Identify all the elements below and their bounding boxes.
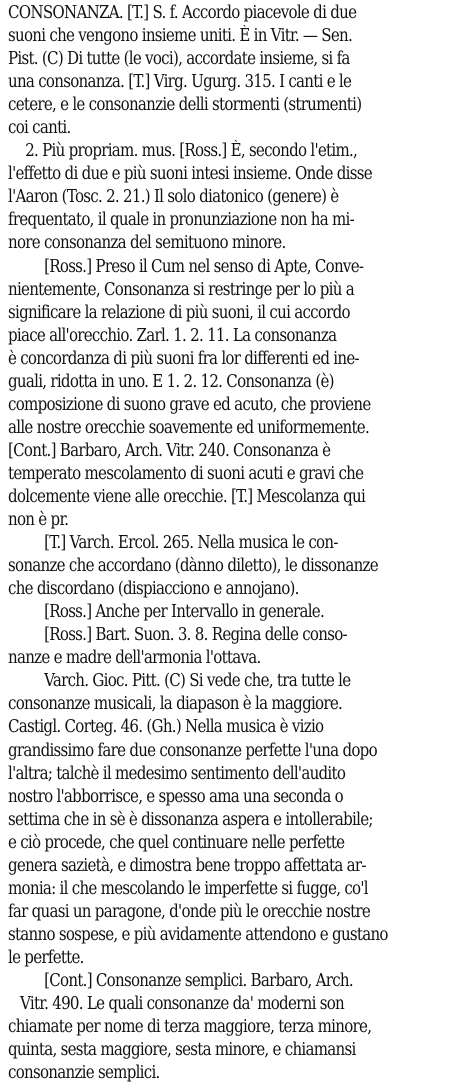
text-line: significare la relazione di più suoni, il cui accordo — [8, 302, 350, 323]
text-line: piace all'orecchio. Zarl. 1. 2. 11. La consonanza — [8, 325, 337, 346]
paragraph-start-line: [T.] Varch. Ercol. 265. Nella musica le con- — [44, 533, 338, 554]
text-line: quinta, sesta maggiore, sesta minore, e chiamansi — [8, 1040, 356, 1061]
text-line: temperato mescolamento di suoni acuti e gravi che — [8, 463, 364, 484]
entry-headword-line: CONSONANZA. [T.] S. f. Accordo piacevole di due — [8, 3, 357, 23]
text-line: alle nostre orecchie soavemente ed uniformemente. — [8, 417, 370, 438]
text-line: nore consonanza del semituono minore. — [8, 233, 286, 254]
text-line: le perfette. — [8, 947, 84, 968]
paragraph-start-line: [Ross.] Bart. Suon. 3. 8. Regina delle conso- — [44, 625, 347, 646]
paragraph-start-line: Varch. Gioc. Pitt. (C) Si vede che, tra tutte le — [44, 671, 351, 692]
text-line: Castigl. Corteg. 46. (Gh.) Nella musica è vizio — [8, 717, 324, 738]
paragraph-start-line: [Ross.] Preso il Cum nel senso di Apte, Conve- — [44, 256, 364, 277]
text-line: che discordano (dispiacciono e annojano). — [8, 579, 299, 600]
text-line: Pist. (C) Di tutte (le voci), accordate insieme, si fa — [8, 49, 350, 70]
text-line: settima che in sè è dissonanza aspera e intollerabile; — [8, 809, 373, 830]
sense-2-line: 2. Più propriam. mus. [Ross.] È, secondo l'etim., — [25, 141, 358, 162]
text-line: consonanze musicali, la diapason è la maggiore. — [8, 694, 343, 715]
text-line: nientemente, Consonanza si restringe per lo più a — [8, 279, 355, 300]
text-line: cetere, e le consonanzie delli stormenti (strumenti) — [8, 95, 362, 116]
text-line: è concordanza di più suoni fra lor differenti ed ine- — [8, 348, 359, 369]
text-line: suoni che vengono insieme uniti. È in Vitr. — Sen. — [8, 26, 353, 47]
text-line: l'effetto di due e più suoni intesi insieme. Onde disse — [8, 164, 372, 185]
text-line: e ciò procede, che quel continuare nelle perfette — [8, 832, 345, 853]
text-line: chiamate per nome di terza maggiore, terza minore, — [8, 1017, 372, 1038]
text-line: composizione di suono grave ed acuto, che proviene — [8, 394, 371, 415]
text-line: l'altra; talchè il medesimo sentimento dell'audito — [8, 763, 346, 784]
paragraph-start-line: [Ross.] Anche per Intervallo in generale. — [44, 602, 325, 623]
paragraph-start-line: [Cont.] Consonanze semplici. Barbaro, Arch. — [44, 970, 353, 991]
text-line: dolcemente viene alle orecchie. [T.] Mescolanza qui — [8, 486, 366, 507]
text-line: far quasi un paragone, d'onde più le orecchie nostre — [8, 901, 371, 922]
text-line: [Cont.] Barbaro, Arch. Vitr. 240. Consonanza è — [8, 440, 331, 461]
text-line: coi canti. — [8, 118, 71, 139]
text-line: genera sazietà, e dimostra bene troppo affettata ar- — [8, 855, 366, 876]
text-line: stanno sospese, e più avidamente attendono e gustano — [8, 924, 388, 945]
text-line: grandissimo fare due consonanze perfette l'una dopo — [8, 740, 377, 761]
text-line: Vitr. 490. Le quali consonanze da' moderni son — [20, 994, 344, 1015]
text-line: consonanzie semplici. — [8, 1063, 160, 1084]
text-line: monia: il che mescolando le imperfette si fugge, co'l — [8, 878, 368, 899]
text-line: sonanze che accordano (dànno diletto), le dissonanze — [8, 556, 378, 577]
text-line: non è pr. — [8, 510, 69, 531]
text-line: guali, ridotta in uno. E 1. 2. 12. Consonanza (è) — [8, 371, 334, 392]
text-line: l'Aaron (Tosc. 2. 21.) Il solo diatonico (genere) è — [8, 187, 339, 208]
text-line: nostro l'abborrisce, e spesso ama una seconda o — [8, 786, 343, 807]
text-line: nanze e madre dell'armonia l'ottava. — [8, 648, 261, 669]
text-line: frequentato, il quale in pronunziazione non ha mi- — [8, 210, 354, 231]
text-line: una consonanza. [T.] Virg. Ugurg. 315. I canti e le — [8, 72, 352, 93]
